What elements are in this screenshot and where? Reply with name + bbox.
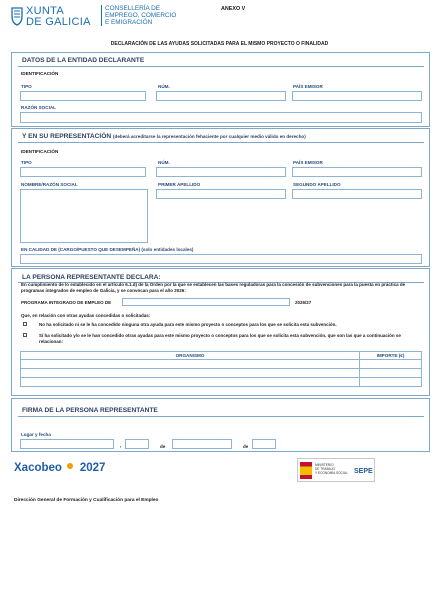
programa-year: 2026/27 (295, 300, 312, 305)
entity-num-input[interactable] (156, 91, 286, 101)
organismo-cell[interactable] (21, 369, 360, 378)
option-yes-aid-checkbox[interactable] (23, 333, 27, 337)
section-representation (11, 128, 430, 267)
programa-label: PROGRAMA INTEGRADO DE EMPLEO DE (21, 300, 112, 305)
section-rep-title: Y EN SU REPRESENTACIÓN (deberá acreditarse la representación fehaciente por cualquier medio válido en derecho) (22, 133, 306, 140)
rep-pais-label: PAÍS EMISOR (293, 160, 323, 165)
entity-tipo-input[interactable] (20, 91, 146, 101)
rep-num-label: NÚM. (158, 160, 170, 165)
entity-razon-label: RAZÓN SOCIAL (21, 105, 56, 110)
section-entity (11, 52, 430, 127)
rep-apellido1-input[interactable] (156, 189, 286, 199)
programa-input[interactable] (122, 298, 290, 306)
section-signature (11, 398, 430, 452)
xacobeo-shell-icon (67, 463, 73, 469)
de-label-1: de (160, 444, 166, 449)
rep-calidad-input[interactable] (20, 254, 422, 264)
section-declaration (11, 268, 430, 396)
section-firma-title: FIRMA DE LA PERSONA REPRESENTANTE (22, 407, 158, 414)
xunta-emblem-icon (11, 6, 23, 26)
col-organismo-header: ORGANISMO (21, 352, 360, 360)
spain-flag-icon (300, 462, 312, 479)
aids-question: Que, en relación con otras ayudas concedidas o solicitadas: (21, 313, 151, 318)
entity-pais-label: PAÍS EMISOR (293, 84, 323, 89)
organismo-cell[interactable] (21, 378, 360, 387)
table-row (21, 360, 422, 369)
section-entity-title-underline (18, 66, 424, 67)
organismo-cell[interactable] (21, 360, 360, 369)
xacobeo-logo: Xacobeo 2027 (14, 462, 106, 474)
day-input[interactable] (125, 439, 149, 449)
xunta-name: XUNTA (26, 5, 64, 17)
ministry-name: MINISTERIO DE TRABAJO Y ECONOMÍA SOCIAL (315, 463, 348, 475)
lugar-fecha-label: Lugar y fecha (21, 432, 51, 437)
option-no-aid-checkbox[interactable] (23, 322, 27, 326)
section-firma-title-underline (18, 416, 424, 417)
year-input[interactable] (252, 439, 276, 449)
ministry-logo (297, 458, 375, 482)
table-row (21, 378, 422, 387)
aids-table (20, 351, 422, 387)
table-row (21, 369, 422, 378)
rep-calidad-label: EN CALIDAD DE (CARGO/PUESTO QUE DESEMPEÑA) (solo entidades locales) (21, 247, 194, 252)
declaration-paragraph: En cumplimiento de lo establecido en el artículo 6.1.d) de la Orden por la que se establecen las bases reguladoras para la concesión de subvenciones para la puesta en práctica de programas integrados de empleo de Galicia, y se convocan para el año 2026: (21, 282, 406, 293)
importe-cell[interactable] (360, 369, 422, 378)
document-title: DECLARACIÓN DE LAS AYUDAS SOLICITADAS PARA EL MISMO PROYECTO O FINALIDAD (110, 41, 329, 47)
rep-pais-input[interactable] (292, 167, 422, 177)
logo-divider (101, 5, 102, 26)
rep-apellido1-label: PRIMER APELLIDO (158, 182, 201, 187)
entity-razon-input[interactable] (20, 112, 422, 123)
comma-separator: , (120, 443, 122, 448)
rep-identification-label: IDENTIFICACIÓN (21, 149, 59, 154)
entity-pais-input[interactable] (292, 91, 422, 101)
xunta-region: DE GALICIA (26, 16, 91, 28)
rep-num-input[interactable] (156, 167, 286, 177)
option-no-aid-label: No ha solicitado ni se le ha concedido ninguna otra ayuda para este mismo proyecto o conceptos para los que se solicita esta subvención. (39, 322, 337, 327)
entity-identification-label: IDENTIFICACIÓN (21, 71, 59, 76)
lugar-input[interactable] (20, 439, 114, 449)
rep-apellido2-label: SEGUNDO APELLIDO (293, 182, 341, 187)
conselleria-name: CONSELLERÍA DE EMPREGO, COMERCIO E EMIGRACIÓN (105, 5, 177, 27)
section-declara-title: LA PERSONA REPRESENTANTE DECLARA: (22, 274, 161, 281)
importe-cell[interactable] (360, 378, 422, 387)
rep-apellido2-input[interactable] (292, 189, 422, 199)
entity-num-label: NÚM. (158, 84, 170, 89)
section-rep-title-underline (18, 142, 424, 143)
col-importe-header: IMPORTE (€) (360, 352, 422, 360)
footer-direction: Dirección General de Formación y Cualificación para el Empleo (14, 498, 159, 503)
importe-cell[interactable] (360, 360, 422, 369)
rep-tipo-label: TIPO (21, 160, 32, 165)
sepe-label: SEPE (354, 468, 373, 475)
de-label-2: de (243, 444, 249, 449)
annex-label: ANEXO V (221, 6, 246, 12)
rep-nombre-label: NOMBRE/RAZÓN SOCIAL (21, 182, 78, 187)
entity-tipo-label: TIPO (21, 84, 32, 89)
rep-nombre-input[interactable] (20, 189, 148, 243)
option-yes-aid-label: Sí ha solicitado y/o se le han concedido otras ayudas para este mismo proyecto o conceptos para los que se solicita esta subvención, que son las que a continuación se relacionan: (39, 333, 401, 344)
rep-tipo-input[interactable] (20, 167, 146, 177)
section-entity-title: DATOS DE LA ENTIDAD DECLARANTE (22, 57, 145, 64)
xunta-logo (11, 5, 101, 27)
month-input[interactable] (172, 439, 232, 449)
